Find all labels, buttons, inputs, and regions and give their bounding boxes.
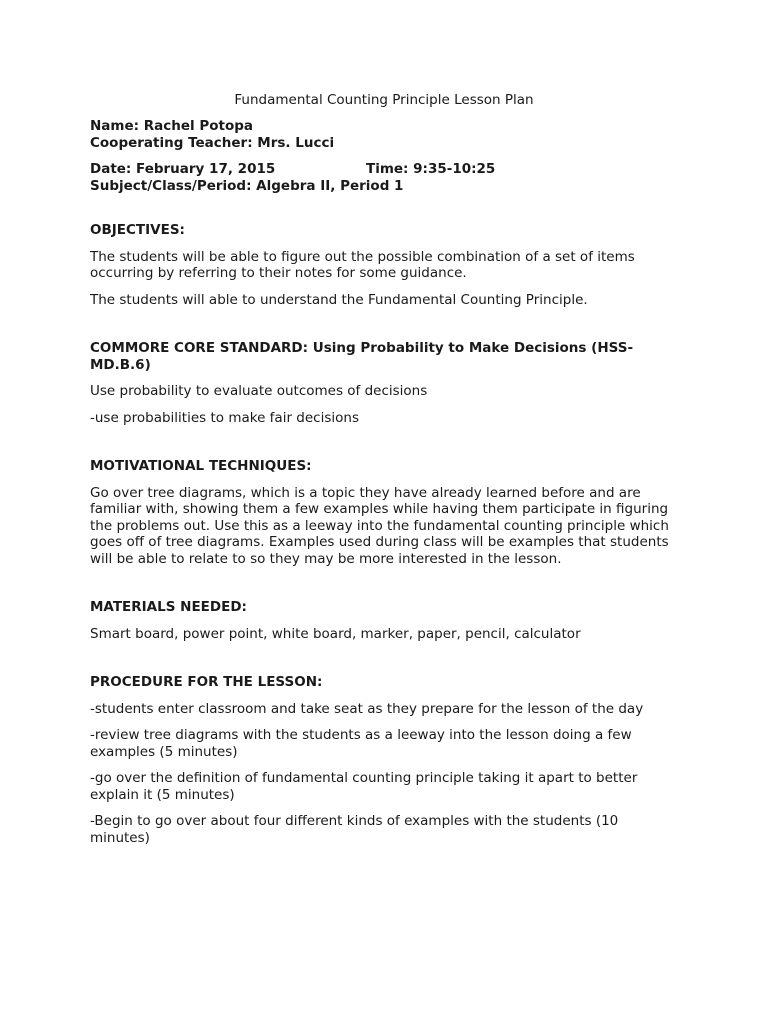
standard-paragraph: -use probabilities to make fair decisions	[90, 409, 359, 426]
objective-paragraph: The students will able to understand the Fundamental Counting Principle.	[90, 291, 588, 308]
date-time-row	[90, 161, 680, 178]
procedure-step: -review tree diagrams with the students as a leeway into the lesson doing a few examples (5 minutes)	[90, 727, 632, 760]
name-line: Name: Rachel Potopa	[90, 118, 254, 134]
document-body	[90, 118, 680, 856]
document-title: Fundamental Counting Principle Lesson Plan	[234, 92, 534, 108]
class-info	[90, 161, 680, 194]
teacher-line: Cooperating Teacher: Mrs. Lucci	[90, 134, 335, 151]
motivational-heading: MOTIVATIONAL TECHNIQUES:	[90, 458, 312, 474]
motivational-paragraph: Go over tree diagrams, which is a topic they have already learned before and are familiar with, showing them a few examples while having them participate in figuring the problems out. Use this as a leeway into the fundamental counting principle which goes off of tree diagrams. Examples used during class will be examples that students will be able to relate to so they may be more interested in the lesson.	[90, 484, 669, 567]
standard-heading: COMMORE CORE STANDARD: Using Probability to Make Decisions (HSS-MD.B.6)	[90, 340, 634, 373]
objective-paragraph: The students will be able to figure out the possible combination of a set of items occurring by referring to their notes for some guidance.	[90, 248, 635, 281]
date-line: Date: February 17, 2015	[90, 161, 276, 177]
procedure-step: -go over the definition of fundamental counting principle taking it apart to better explain it (5 minutes)	[90, 770, 638, 803]
standard-paragraph: Use probability to evaluate outcomes of decisions	[90, 383, 428, 399]
materials-paragraph: Smart board, power point, white board, marker, paper, pencil, calculator	[90, 625, 581, 642]
subject-line: Subject/Class/Period: Algebra II, Period 1	[90, 177, 404, 194]
procedure-heading: PROCEDURE FOR THE LESSON:	[90, 674, 323, 690]
procedure-step: -Begin to go over about four different kinds of examples with the students (10 minutes)	[90, 813, 619, 846]
materials-heading: MATERIALS NEEDED:	[90, 599, 247, 615]
time-line: Time: 9:35-10:25	[366, 161, 496, 177]
header-info	[90, 118, 680, 151]
objectives-heading: OBJECTIVES:	[90, 222, 185, 238]
procedure-step: -students enter classroom and take seat as they prepare for the lesson of the day	[90, 700, 644, 717]
